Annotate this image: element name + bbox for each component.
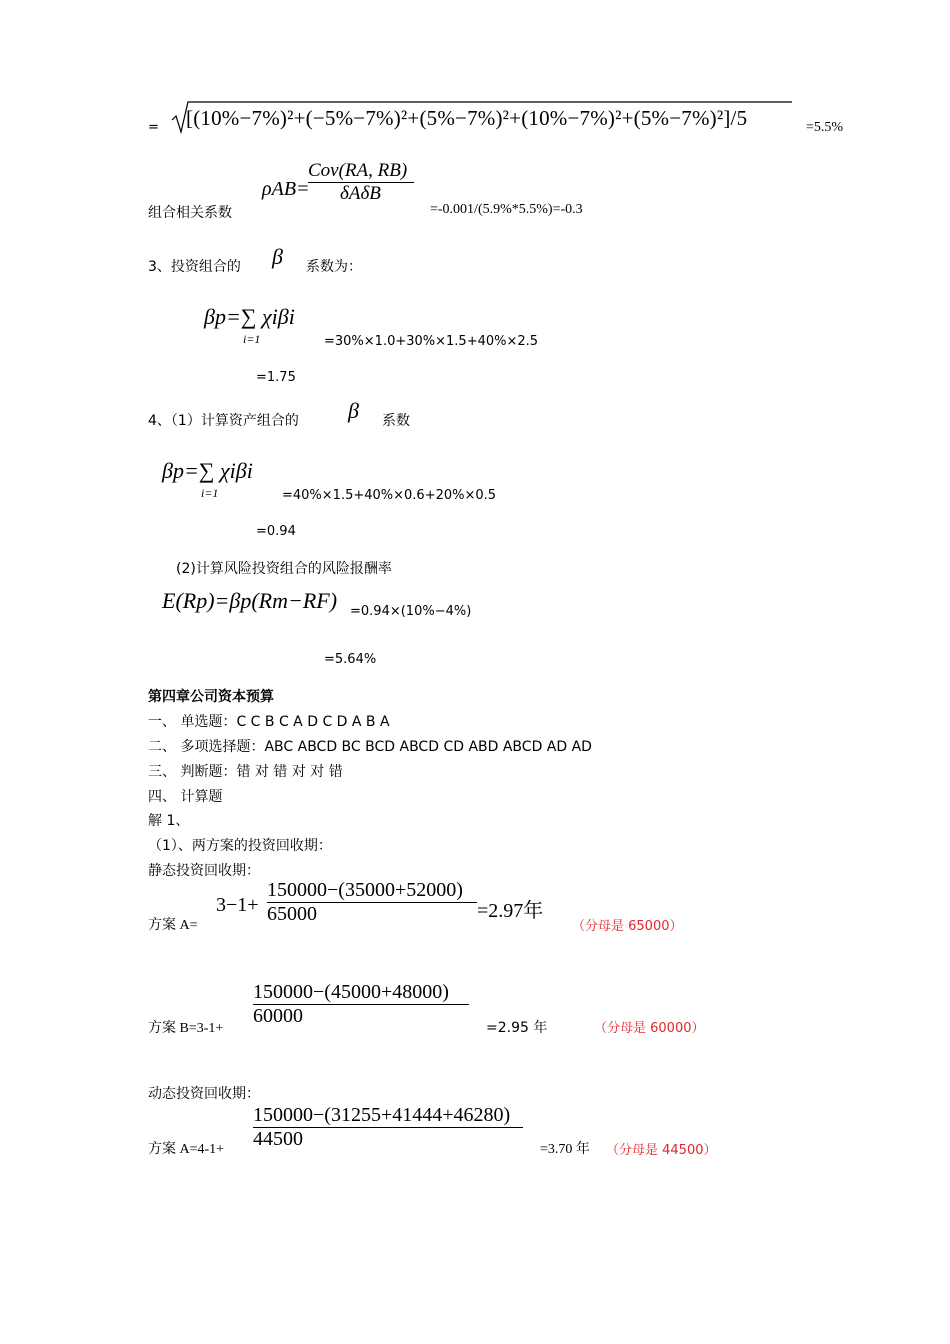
dynamic-denominator: 44500 [253, 1128, 303, 1150]
chapter4-line: 静态投资回收期： [148, 863, 260, 879]
q3-heading-suffix: 系数为： [306, 259, 362, 275]
correlation-lhs: ρAB= [262, 178, 310, 200]
chapter4-line: 一、 单选题：C C B C A D C D A B A [148, 714, 390, 730]
static-b-denominator: 60000 [253, 1005, 303, 1027]
static-b-fraction [253, 981, 469, 1028]
dynamic-note: （分母是 44500） [606, 1143, 717, 1158]
q4-result: =0.94 [256, 524, 296, 539]
q4-part2-result: =5.64% [324, 652, 377, 667]
sd-radicand: [(10%−7%)²+(−5%−7%)²+(5%−7%)²+(10%−7%)²+(5%−7%)²]/5 [186, 106, 748, 130]
q4-formula: βp=∑ χiβi [162, 458, 253, 483]
dynamic-heading: 动态投资回收期： [148, 1086, 260, 1102]
static-b-numerator: 150000−(45000+48000) [253, 981, 449, 1003]
q4-heading-suffix: 系数 [382, 413, 410, 429]
chapter4-line: 三、 判断题：错 对 错 对 对 错 [148, 764, 343, 780]
sd-eq-prefix: = [148, 120, 159, 135]
static-a-result: =2.97年 [477, 900, 544, 922]
q3-result: =1.75 [256, 370, 296, 385]
dynamic-numerator: 150000−(31255+41444+46280) [253, 1104, 511, 1126]
q4-part2-formula: E(Rp)=βp(Rm−RF) [162, 588, 338, 613]
q3-formula: βp=∑ χiβi [204, 304, 295, 329]
static-a-numerator: 150000−(35000+52000) [267, 879, 463, 901]
q4-part2-calc: =0.94×(10%−4%) [350, 604, 472, 619]
q4-calc: =40%×1.5+40%×0.6+20%×0.5 [282, 488, 497, 503]
correlation-numerator: Cov(RA, RB) [308, 160, 408, 181]
static-a-fraction [267, 879, 477, 926]
chapter4-line: 四、 计算题 [148, 789, 223, 805]
correlation-fraction [308, 160, 414, 205]
correlation-label: 组合相关系数 [148, 205, 232, 221]
q4-part2-heading: (2)计算风险投资组合的风险报酬率 [176, 561, 392, 577]
static-b-label: 方案 B=3-1+ [148, 1021, 224, 1036]
dynamic-result: =3.70 年 [540, 1142, 590, 1157]
q3-beta-symbol: β [272, 244, 283, 269]
q3-calc: =30%×1.0+30%×1.5+40%×2.5 [324, 334, 539, 349]
correlation-denominator: δAδB [340, 183, 381, 204]
static-a-denominator: 65000 [267, 903, 317, 925]
static-b-note: （分母是 60000） [594, 1021, 705, 1036]
q3-heading-prefix: 3、投资组合的 [148, 259, 241, 275]
dynamic-fraction [253, 1104, 523, 1151]
q4-sum-index: i=1 [201, 486, 219, 500]
q4-beta-symbol: β [348, 398, 359, 423]
q3-sum-index: i=1 [243, 332, 261, 346]
static-a-note: （分母是 65000） [572, 919, 683, 934]
sd-result: =5.5% [806, 120, 844, 135]
static-a-prefix: 3−1+ [216, 894, 259, 916]
dynamic-label: 方案 A=4-1+ [148, 1142, 225, 1157]
static-b-result: =2.95 年 [486, 1020, 548, 1036]
chapter4-line: （1）、两方案的投资回收期： [148, 838, 332, 854]
static-a-label: 方案 A= [148, 918, 198, 933]
chapter4-line: 解 1、 [148, 813, 190, 829]
correlation-result: =-0.001/(5.9%*5.5%)=-0.3 [430, 202, 583, 217]
chapter4-title: 第四章公司资本预算 [148, 689, 274, 705]
q4-heading-prefix: 4、（1）计算资产组合的 [148, 413, 299, 429]
chapter4-line: 二、 多项选择题：ABC ABCD BC BCD ABCD CD ABD ABCD AD AD [148, 739, 592, 755]
